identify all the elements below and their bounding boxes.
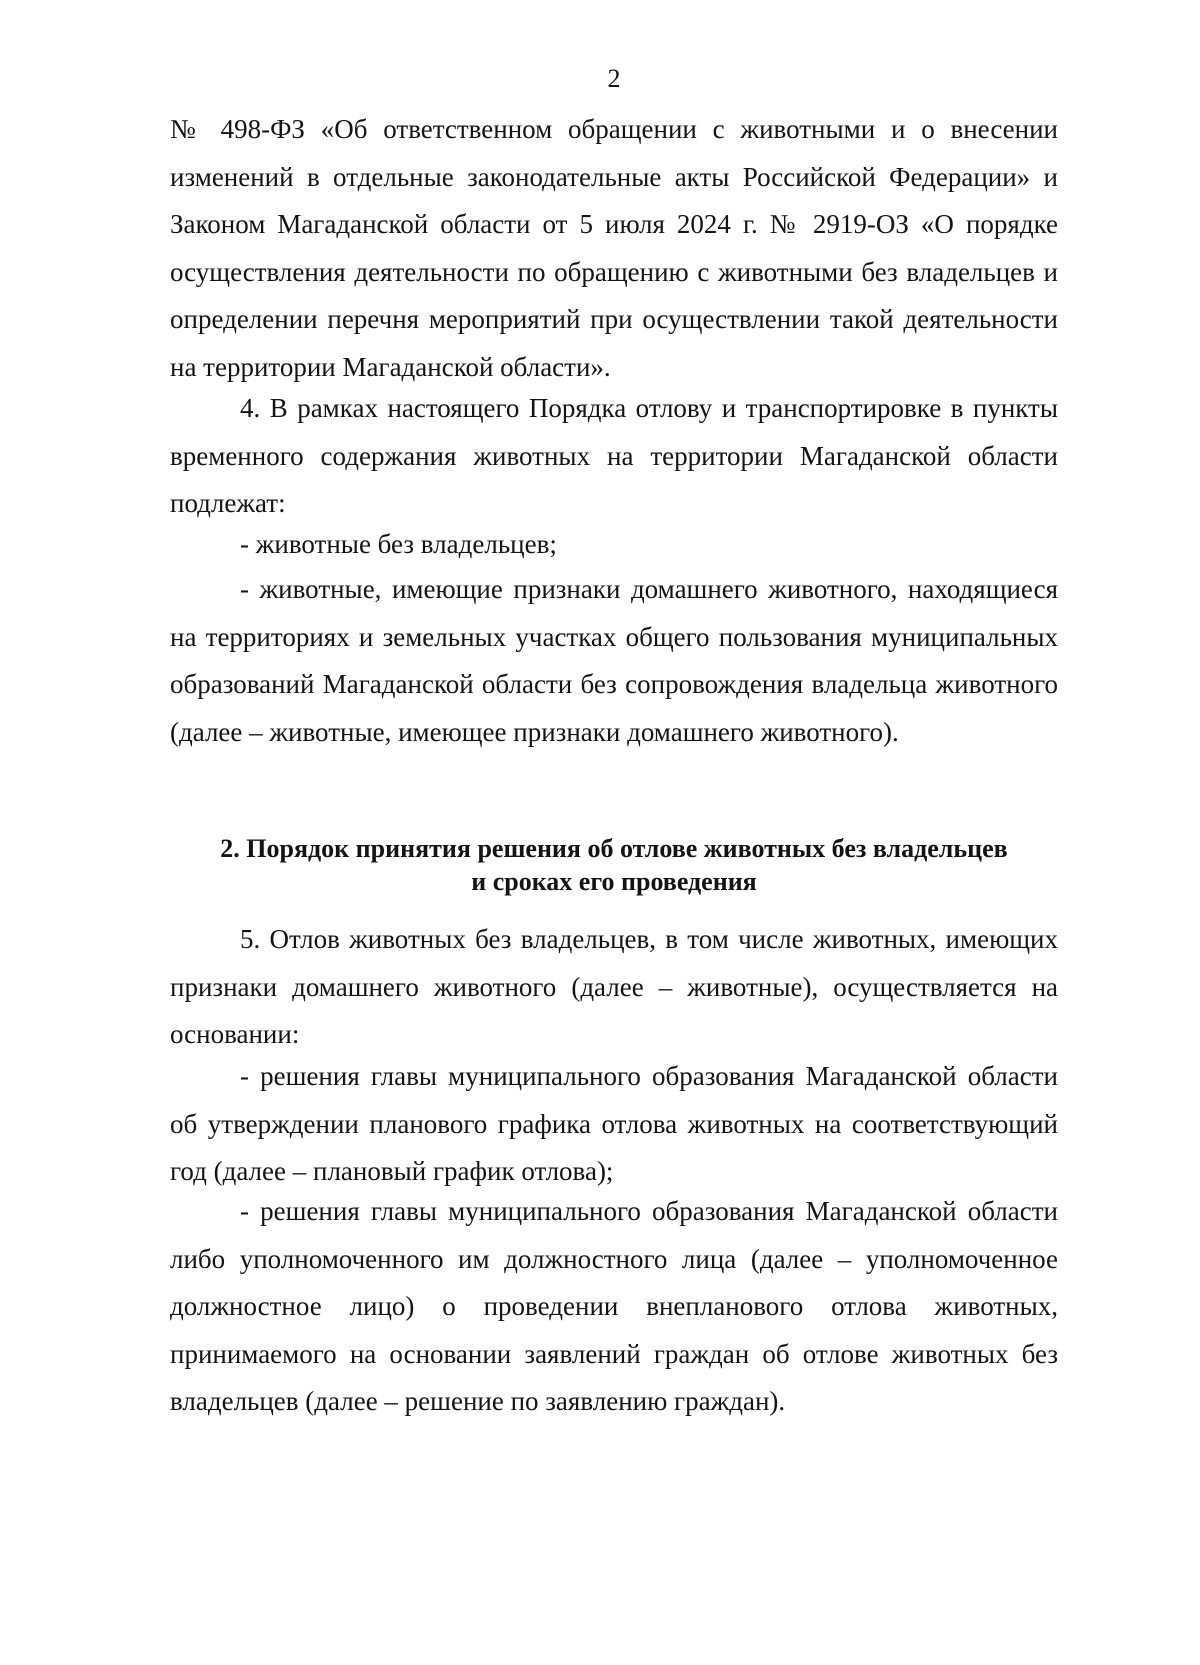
page-number: 2 xyxy=(607,64,621,93)
section-heading-line-2: и сроках его проведения xyxy=(471,867,757,896)
paragraph-item-4: 4. В рамках настоящего Порядка отлову и транспортировке в пункты временного содержания животных на территории Магаданской области подлежат: xyxy=(170,393,1058,518)
list-item-animals-with-domestic-signs: - животные, имеющие признаки домашнего животного, находящиеся на территориях и земельных участках общего пользования муниципальных образований Магаданской области без сопровождения владельца животного (далее – животные, имеющее признаки домашнего животного). xyxy=(170,574,1058,747)
list-item-animals-without-owners: - животные без владельцев; xyxy=(240,529,557,559)
paragraph-law-reference: № 498-ФЗ «Об ответственном обращении с животными и о внесении изменений в отдельные законодательные акты Российской Федерации» и Законом Магаданской области от 5 июля 2024 г. № 2919-ОЗ «О порядке осуществления деятельности по обращению с животными без владельцев и определении перечня мероприятий при осуществлении такой деятельности на территории Магаданской области». xyxy=(170,114,1058,382)
list-item-unplanned-capture: - решения главы муниципального образования Магаданской области либо уполномоченного им должностного лица (далее – уполномоченное должностное лицо) о проведении внепланового отлова животных, принимаемого на основании заявлений граждан об отлове животных без владельцев (далее – решение по заявлению граждан). xyxy=(170,1196,1058,1416)
list-item-planned-schedule: - решения главы муниципального образования Магаданской области об утверждении планового графика отлова животных на соответствующий год (далее – плановый график отлова); xyxy=(170,1061,1058,1186)
section-heading-line-1: 2. Порядок принятия решения об отлове животных без владельцев xyxy=(220,834,1008,863)
section-heading xyxy=(170,832,1058,898)
paragraph-item-5: 5. Отлов животных без владельцев, в том числе животных, имеющих признаки домашнего животного (далее – животные), осуществляется на основании: xyxy=(170,924,1058,1049)
